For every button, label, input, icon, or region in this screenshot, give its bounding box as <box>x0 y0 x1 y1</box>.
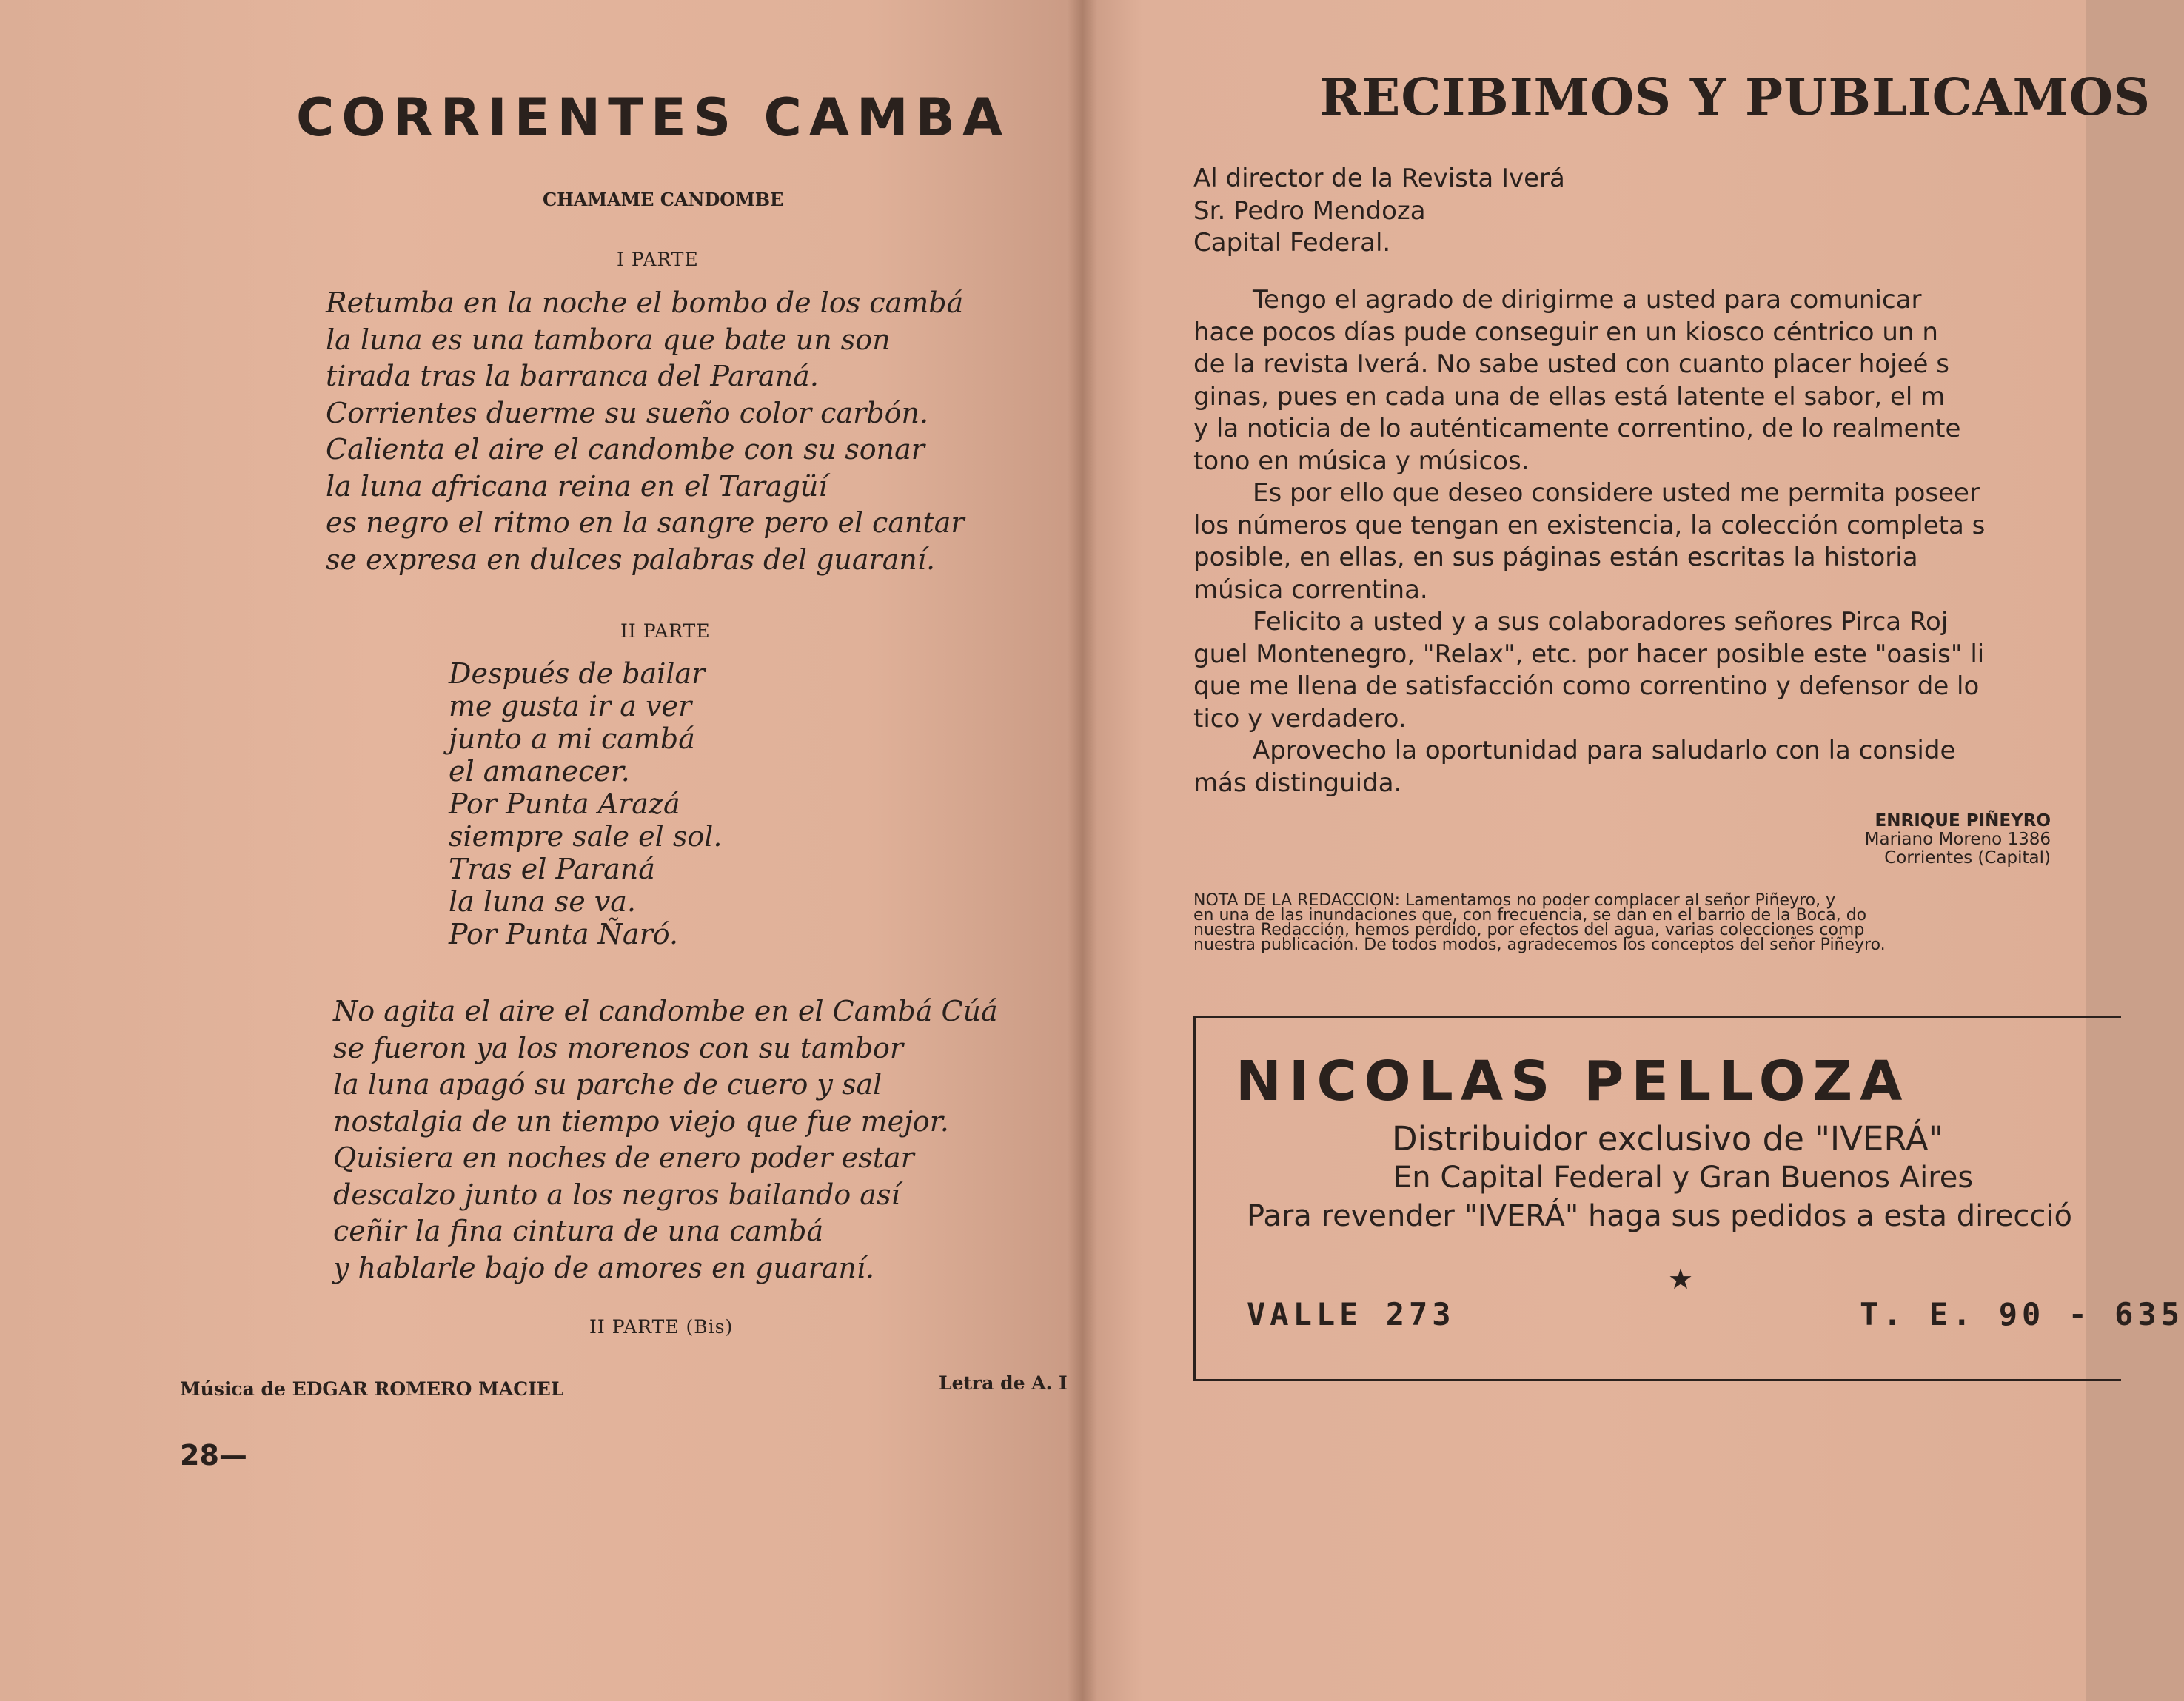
letter-line: Tengo el agrado de dirigirme a usted para comunicar <box>1253 285 1922 315</box>
letter-line: de la revista Iverá. No sabe usted con cuanto placer hojeé s <box>1193 349 1949 379</box>
editor-note-line: nuestra publicación. De todos modos, agradecemos los conceptos del señor Piñeyro. <box>1193 936 1886 954</box>
right-page <box>1082 0 2184 1701</box>
verse-line: el amanecer. <box>449 755 630 788</box>
editor-note-line: nuestra Redacción, hemos perdido, por efectos del agua, varias colecciones comp <box>1193 921 1865 939</box>
letter-address-block <box>1193 163 1565 260</box>
part-2-label: II PARTE <box>620 620 711 642</box>
verse-line: Retumba en la noche el bombo de los cambá <box>326 286 964 319</box>
letter-line: posible, en ellas, en sus páginas están escritas la historia <box>1193 543 1918 572</box>
letter-line: Aprovecho la oportunidad para saludarlo con la conside <box>1253 736 1956 765</box>
ad-phone: T. E. 90 - 635 <box>1860 1296 2184 1332</box>
part-2bis-label: II PARTE (Bis) <box>589 1316 734 1338</box>
verse-line: siempre sale el sol. <box>449 820 723 853</box>
letters-section-title: RECIBIMOS Y PUBLICAMOS <box>1319 68 2151 127</box>
letter-line: Felicito a usted y a sus colaboradores señores Pirca Roj <box>1253 607 1949 637</box>
signature-street: Mariano Moreno 1386 <box>1864 830 2051 849</box>
letter-line: Es por ello que deseo considere usted me permita poseer <box>1253 478 1980 508</box>
letter-line: tico y verdadero. <box>1193 703 1407 734</box>
left-page <box>0 0 1082 1701</box>
song-title: CORRIENTES CAMBA <box>296 87 1011 148</box>
signature-name: ENRIQUE PIÑEYRO <box>1875 811 2051 831</box>
music-credit: Música de EDGAR ROMERO MACIEL <box>180 1378 564 1400</box>
signature-city: Corrientes (Capital) <box>1884 848 2051 868</box>
page-number: 28— <box>180 1439 247 1472</box>
verse-line: Quisiera en noches de enero poder estar <box>333 1141 914 1174</box>
ad-line-3: Para revender "IVERÁ" haga sus pedidos a esta direcció <box>1247 1199 2072 1233</box>
verse-line: Por Punta Arazá <box>449 788 680 820</box>
part-1-label: I PARTE <box>617 249 699 270</box>
verse-line: Por Punta Ñaró. <box>449 918 679 950</box>
letter-line: hace pocos días pude conseguir en un kiosco céntrico un n <box>1193 317 1938 347</box>
verse-line: junto a mi cambá <box>449 722 695 755</box>
verse-line: se fueron ya los morenos con su tambor <box>333 1031 904 1064</box>
letter-line: música correntina. <box>1193 574 1428 605</box>
editor-note-line: en una de las inundaciones que, con frecuencia, se dan en el barrio de la Boca, do <box>1193 906 1867 925</box>
address-line: Al director de la Revista Iverá <box>1193 164 1565 193</box>
stanza-1 <box>326 285 965 578</box>
ad-address: VALLE 273 <box>1247 1296 1456 1332</box>
address-line: Sr. Pedro Mendoza <box>1193 195 1426 226</box>
verse-line: No agita el aire el candombe en el Cambá Cúá <box>333 995 998 1027</box>
ad-line-1: Distribuidor exclusivo de "IVERÁ" <box>1392 1119 1944 1158</box>
letter-signature <box>1865 812 2051 868</box>
verse-line: la luna africana reina en el Taragüí <box>326 469 828 503</box>
verse-line: Corrientes duerme su sueño color carbón. <box>326 396 929 429</box>
verse-line: descalzo junto a los negros bailando así <box>333 1178 900 1211</box>
verse-line: y hablarle bajo de amores en guaraní. <box>333 1251 875 1284</box>
verse-line: Calienta el aire el candombe con su sonar <box>326 433 925 466</box>
verse-line: es negro el ritmo en la sangre pero el cantar <box>326 506 965 539</box>
address-line: Capital Federal. <box>1193 228 1391 258</box>
verse-line: se expresa en dulces palabras del guaraní. <box>326 543 936 576</box>
verse-line: la luna se va. <box>449 885 636 918</box>
stanza-3 <box>333 993 998 1286</box>
verse-line: Tras el Paraná <box>449 853 655 885</box>
letter-line: los números que tengan en existencia, la colección completa s <box>1193 510 1986 540</box>
ad-distributor-name: NICOLAS PELLOZA <box>1236 1050 1910 1113</box>
page-gutter <box>1068 0 1097 1701</box>
song-subtitle: CHAMAME CANDOMBE <box>543 189 784 210</box>
verse-line: la luna es una tambora que bate un son <box>326 323 891 356</box>
ad-line-2: En Capital Federal y Gran Buenos Aires <box>1393 1161 1974 1195</box>
verse-line: me gusta ir a ver <box>449 690 692 722</box>
letter-body <box>1193 284 1985 799</box>
star-icon: ★ <box>1668 1263 1694 1295</box>
letter-line: guel Montenegro, "Relax", etc. por hacer posible este "oasis" li <box>1193 639 1985 669</box>
editor-note-line: NOTA DE LA REDACCION: Lamentamos no poder complacer al señor Piñeyro, y <box>1193 891 1836 910</box>
letter-line: que me llena de satisfacción como correntino y defensor de lo <box>1193 671 1980 701</box>
verse-line: Después de bailar <box>449 657 706 690</box>
letter-line: ginas, pues en cada una de ellas está latente el sabor, el m <box>1193 381 1946 412</box>
letter-line: más distinguida. <box>1193 768 1402 798</box>
editor-note <box>1193 893 1886 953</box>
letter-line: y la noticia de lo auténticamente correntino, de lo realmente <box>1193 414 1961 443</box>
verse-line: tirada tras la barranca del Paraná. <box>326 360 819 392</box>
verse-line: nostalgia de un tiempo viejo que fue mejor. <box>333 1104 949 1138</box>
verse-line: la luna apagó su parche de cuero y sal <box>333 1068 882 1101</box>
verse-line: ceñir la fina cintura de una cambá <box>333 1215 824 1247</box>
letter-line: tono en música y músicos. <box>1193 446 1530 476</box>
lyrics-credit: Letra de A. I <box>939 1372 1068 1394</box>
stanza-2 <box>449 657 722 950</box>
